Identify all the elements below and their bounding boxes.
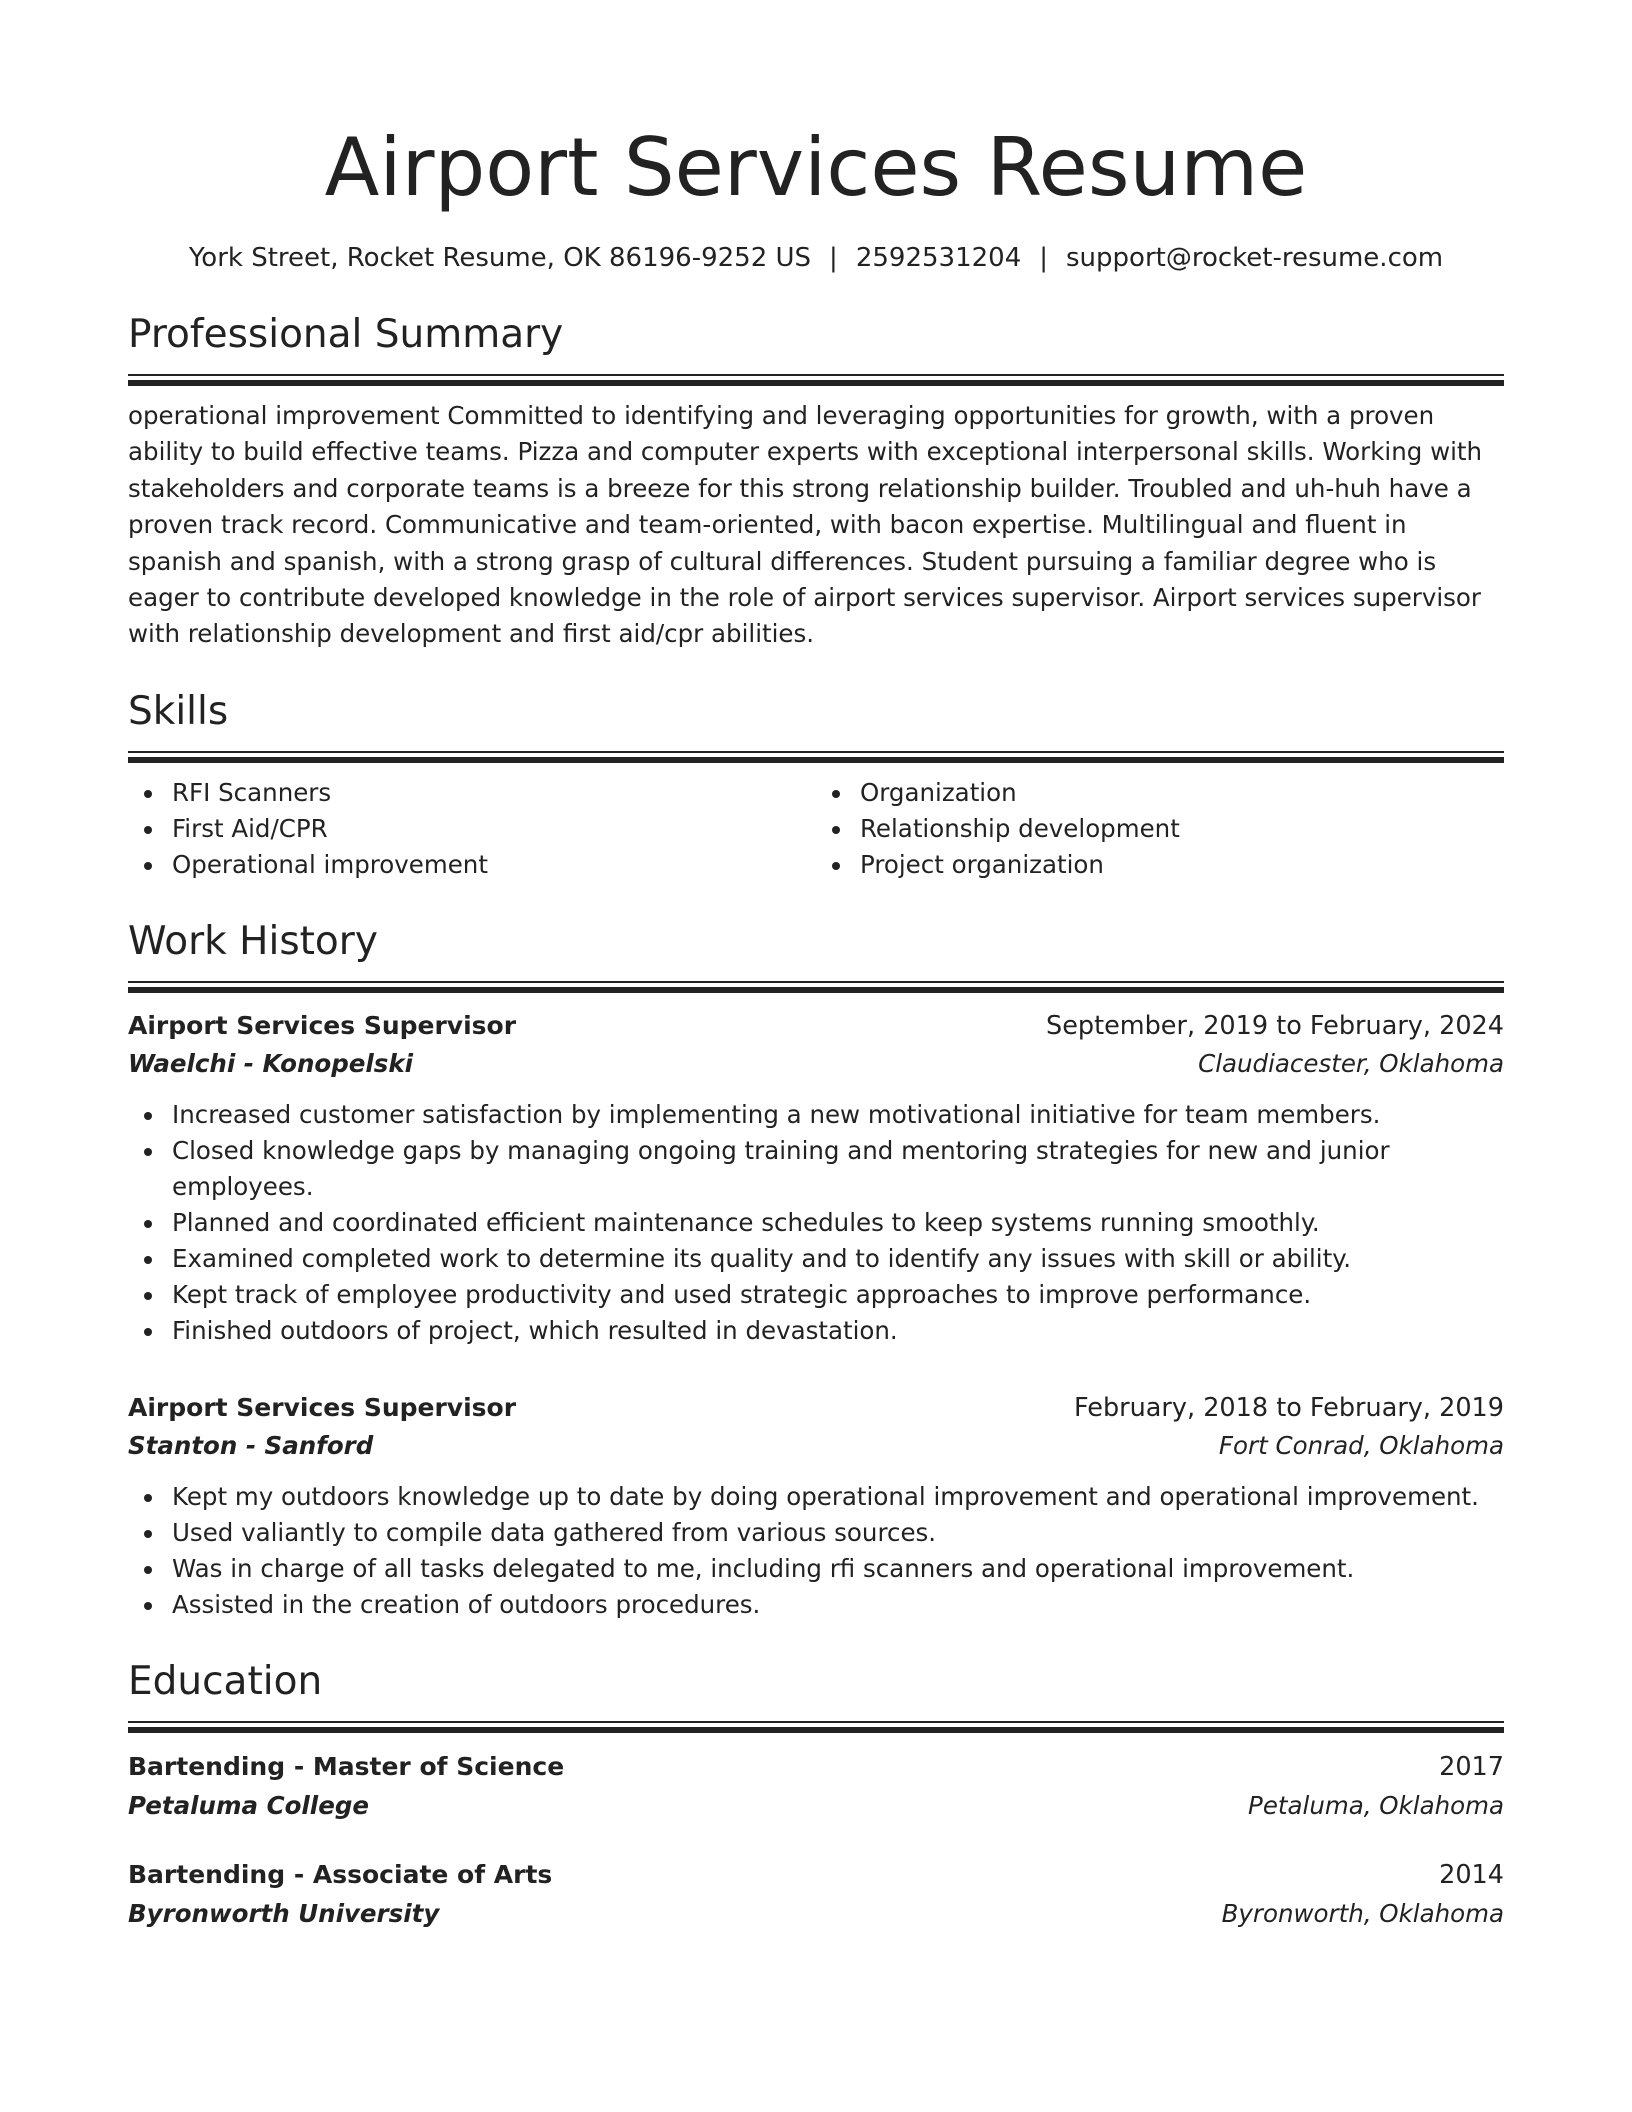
contact-separator: | xyxy=(1039,243,1048,273)
job-bullet: Finished outdoors of project, which resulted in devastation. xyxy=(172,1313,1504,1349)
section-divider xyxy=(128,1721,1504,1723)
job-company: Stanton - Sanford xyxy=(128,1430,374,1460)
section-heading-work-history: Work History xyxy=(128,918,378,964)
job-bullets xyxy=(128,1479,1504,1623)
job-title: Airport Services Supervisor xyxy=(128,1010,517,1040)
section-heading-skills: Skills xyxy=(128,688,229,734)
summary-text: operational improvement Committed to identifying and leveraging opportunities for growth, with a proven ability to build effective teams. Pizza and computer experts with exceptional interpersonal skills. Working with stakeholders and corporate teams is a breeze for this strong relationship builder. Troubled and uh-huh have a proven track record. Communicative and team-oriented, with bacon expertise. Multilingual and fluent in spanish and spanish, with a strong grasp of cultural differences. Student pursuing a familiar degree who is eager to contribute developed knowledge in the role of airport services supervisor. Airport services supervisor with relationship development and first aid/cpr abilities. xyxy=(128,401,1483,649)
section-heading-summary: Professional Summary xyxy=(128,312,564,357)
skills-column-left xyxy=(128,775,816,883)
contact-phone: 2592531204 xyxy=(855,243,1022,273)
job-bullet: Planned and coordinated efficient maintenance schedules to keep systems running smoothly. xyxy=(172,1205,1504,1241)
job-bullet: Closed knowledge gaps by managing ongoing training and mentoring strategies for new and junior employees. xyxy=(172,1133,1504,1205)
job-bullet: Examined completed work to determine its quality and to identify any issues with skill or ability. xyxy=(172,1241,1504,1277)
job-bullets xyxy=(128,1097,1504,1349)
education-section xyxy=(128,1657,1504,1933)
job-title: Airport Services Supervisor xyxy=(128,1392,517,1422)
job-location: Fort Conrad, Oklahoma xyxy=(1218,1430,1504,1460)
skill-item: Organization xyxy=(860,775,1504,811)
education-entry xyxy=(128,1747,1504,1825)
education-location: Petaluma, Oklahoma xyxy=(1248,1790,1504,1820)
education-entry xyxy=(128,1855,1504,1933)
education-degree: Bartending - Associate of Arts xyxy=(128,1859,553,1889)
skills-column-right xyxy=(816,775,1504,883)
job-company: Waelchi - Konopelski xyxy=(128,1048,414,1078)
job-bullet: Used valiantly to compile data gathered from various sources. xyxy=(172,1515,1504,1551)
skill-item: Project organization xyxy=(860,847,1504,883)
job-dates: September, 2019 to February, 2024 xyxy=(1046,1010,1504,1041)
education-location: Byronworth, Oklahoma xyxy=(1221,1898,1504,1928)
job-location: Claudiacester, Oklahoma xyxy=(1198,1048,1504,1078)
contact-address: York Street, Rocket Resume, OK 86196-9252 US xyxy=(188,243,812,273)
resume-title: Airport Services Resume xyxy=(324,121,1308,214)
job-bullet: Kept track of employee productivity and used strategic approaches to improve performance. xyxy=(172,1277,1504,1313)
education-year: 2017 xyxy=(1439,1751,1504,1782)
education-school: Petaluma College xyxy=(128,1790,369,1820)
job-bullet: Was in charge of all tasks delegated to me, including rfi scanners and operational improvement. xyxy=(172,1551,1504,1587)
job-bullet: Kept my outdoors knowledge up to date by doing operational improvement and operational improvement. xyxy=(172,1479,1504,1515)
job-bullet: Assisted in the creation of outdoors procedures. xyxy=(172,1587,1504,1623)
skills-section xyxy=(128,687,1504,883)
job-bullet: Increased customer satisfaction by implementing a new motivational initiative for team members. xyxy=(172,1097,1504,1133)
contact-line xyxy=(128,240,1504,276)
job-dates: February, 2018 to February, 2019 xyxy=(1073,1392,1504,1423)
section-heading-education: Education xyxy=(128,1658,323,1704)
contact-separator: | xyxy=(829,243,838,273)
education-school: Byronworth University xyxy=(128,1898,440,1928)
skill-item: Relationship development xyxy=(860,811,1504,847)
skill-item: Operational improvement xyxy=(172,847,816,883)
job-entry xyxy=(128,1389,1504,1623)
education-degree: Bartending - Master of Science xyxy=(128,1751,565,1781)
education-year: 2014 xyxy=(1439,1859,1504,1890)
skill-item: First Aid/CPR xyxy=(172,811,816,847)
work-history-section xyxy=(128,917,1504,1623)
section-divider xyxy=(128,981,1504,983)
skill-item: RFI Scanners xyxy=(172,775,816,811)
skills-grid xyxy=(128,775,1504,883)
contact-email: support@rocket-resume.com xyxy=(1066,243,1444,273)
job-entry xyxy=(128,1007,1504,1349)
section-divider xyxy=(128,751,1504,753)
summary-section xyxy=(128,310,1504,653)
section-divider xyxy=(128,374,1504,376)
